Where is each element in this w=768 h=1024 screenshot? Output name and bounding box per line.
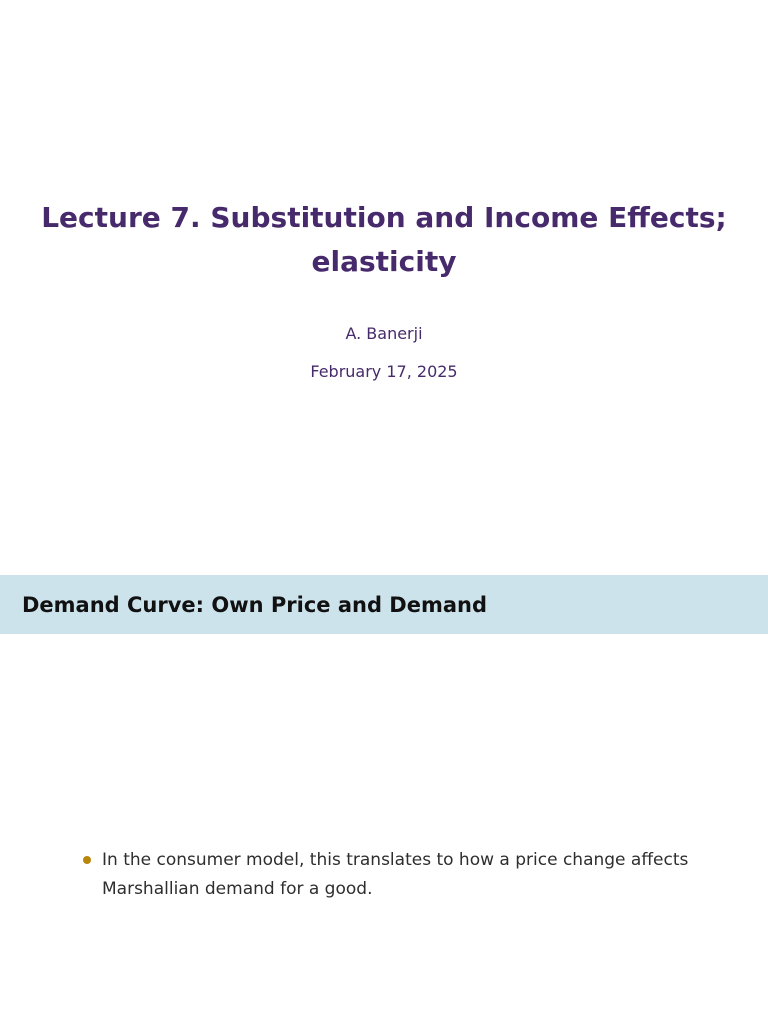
lecture-title-line2: elasticity <box>311 245 457 278</box>
lecture-date: February 17, 2025 <box>310 362 458 381</box>
bullet-text-line1: In the consumer model, this translates to how a price change affects <box>102 850 689 870</box>
title-block <box>0 196 768 284</box>
bullet-dot-icon <box>83 856 91 864</box>
frame-title-bar <box>0 575 768 634</box>
lecture-title-line1: Lecture 7. Substitution and Income Effects; <box>41 201 727 234</box>
bullet-text-line2: Marshallian demand for a good. <box>102 879 373 899</box>
lecture-title <box>0 196 768 284</box>
bullet-item <box>78 846 728 904</box>
frame-title: Demand Curve: Own Price and Demand <box>22 592 488 617</box>
bullet-list <box>78 846 728 904</box>
author-name: A. Banerji <box>345 324 423 343</box>
